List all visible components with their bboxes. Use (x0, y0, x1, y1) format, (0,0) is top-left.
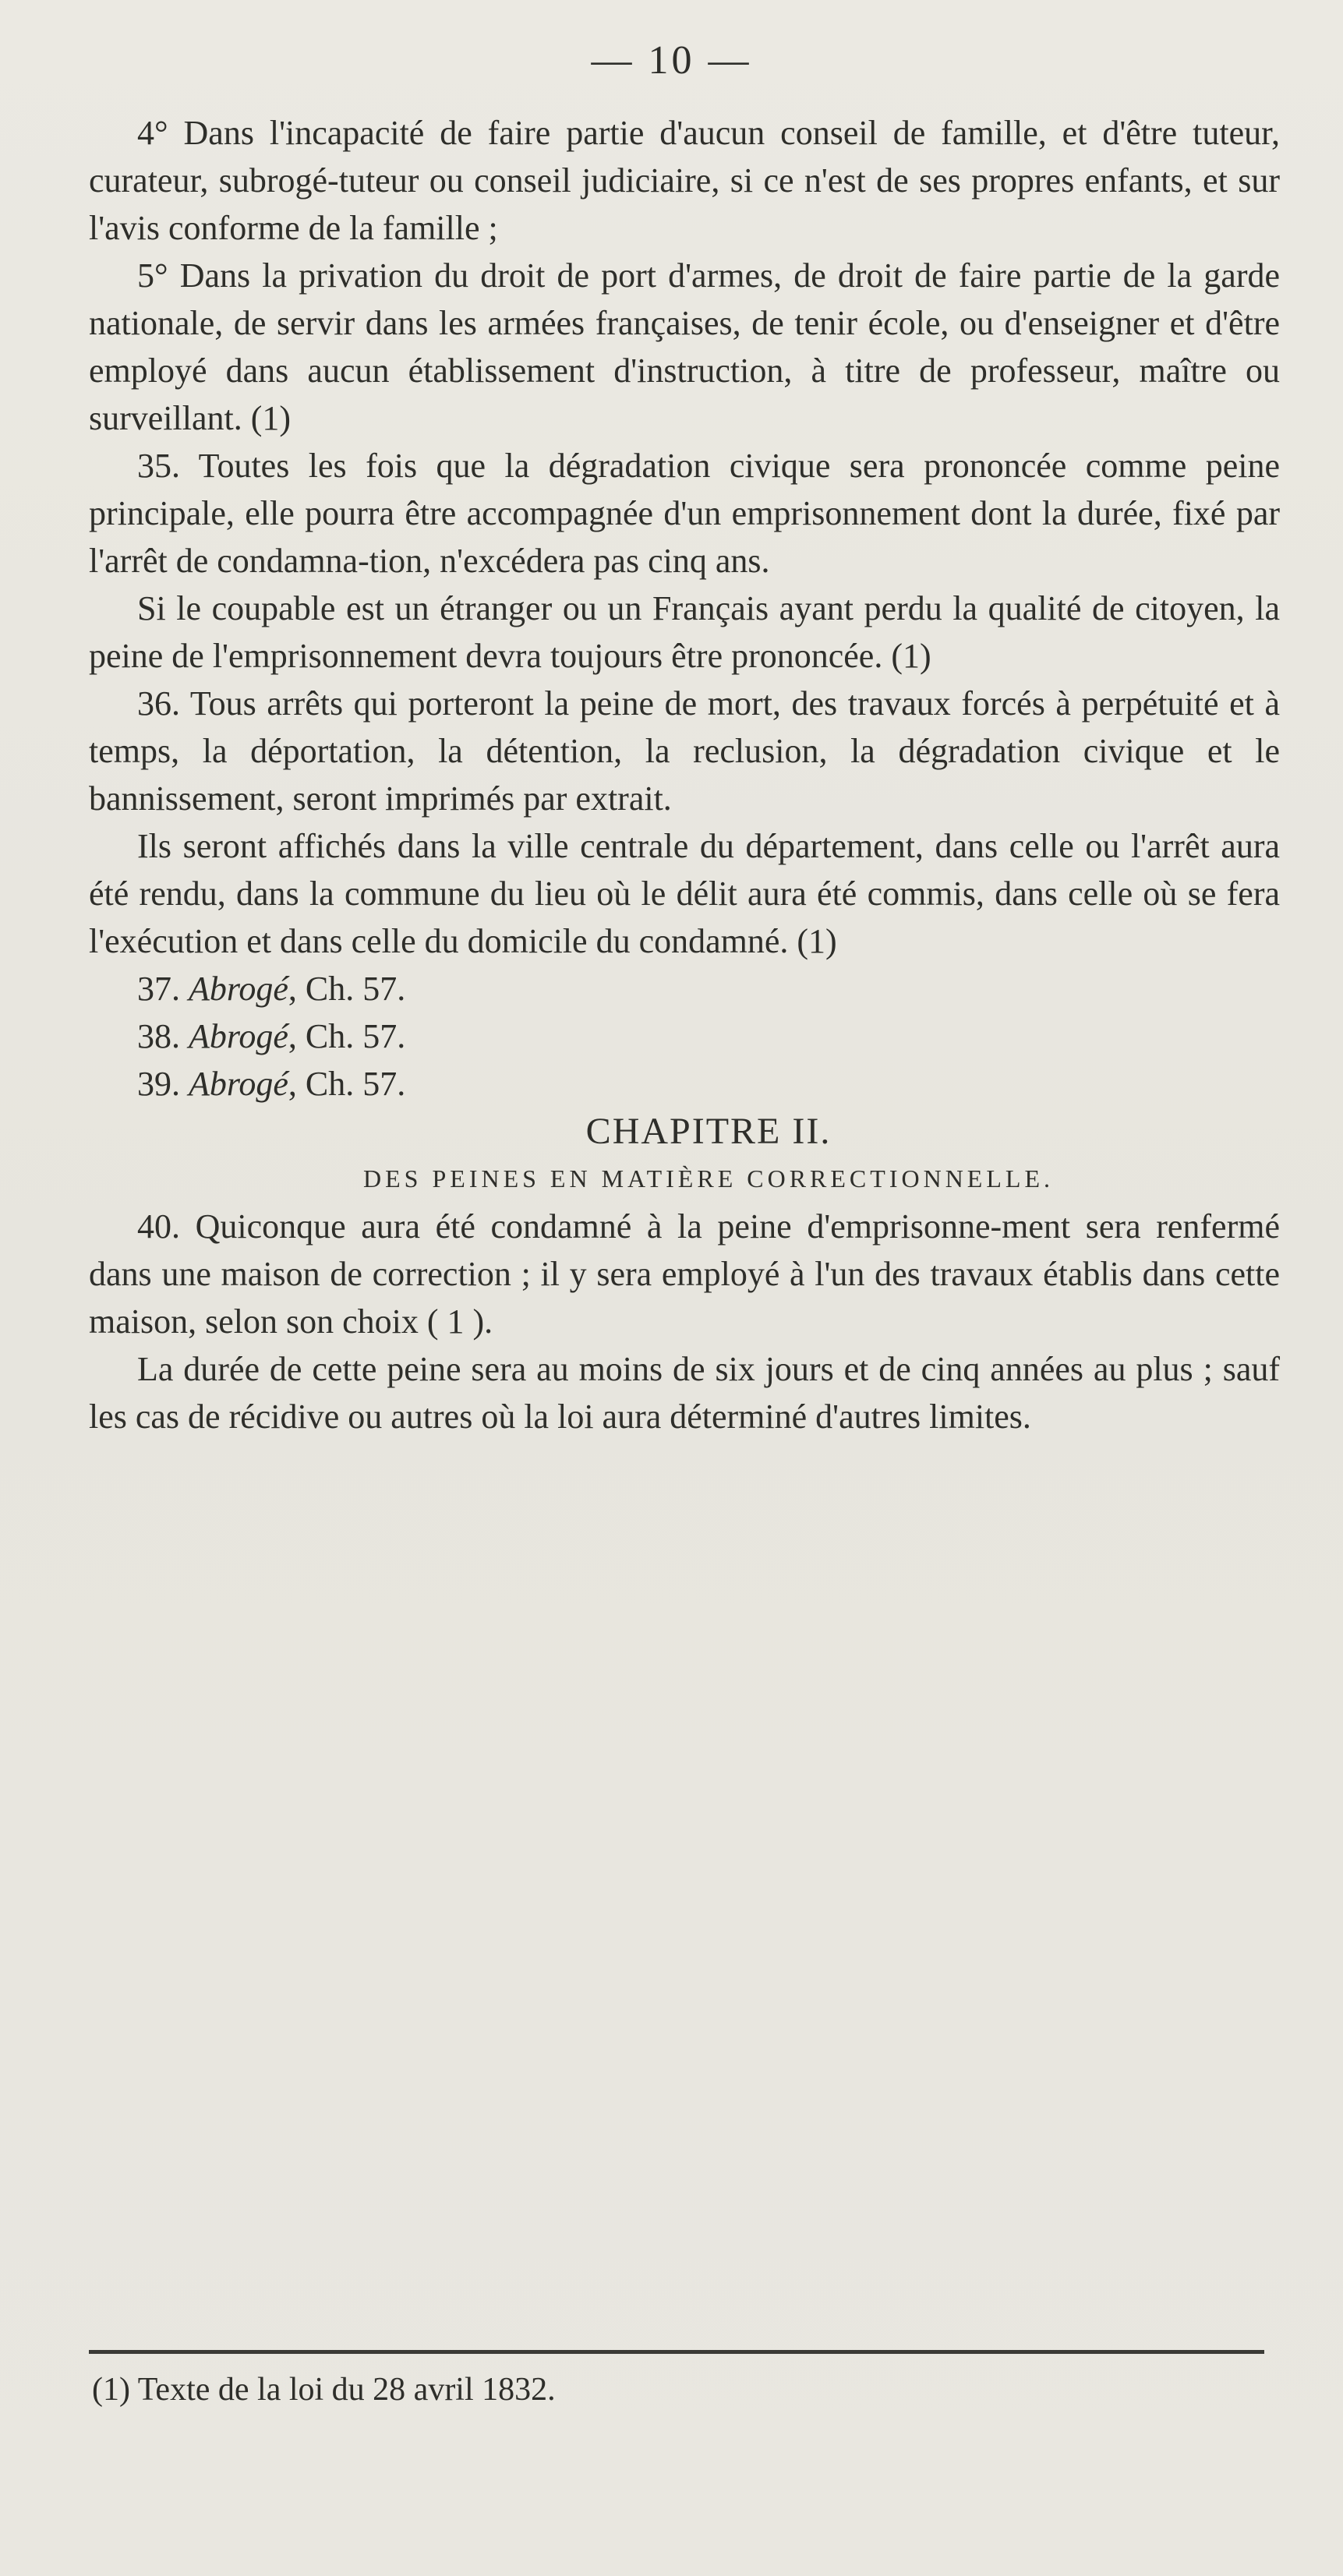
article-40: 40. Quiconque aura été condamné à la peine d'emprisonne-ment sera renfermé dans une maison de correction ; il y sera employé à l'un des travaux établis dans cette maison, selon son choix ( 1 ). (89, 1207, 1280, 1341)
article-number: 39. (137, 1065, 180, 1103)
abroge-word: Abrogé (189, 1017, 288, 1055)
article-36: 36. Tous arrêts qui porteront la peine de mort, des travaux forcés à perpétuité et à temps, la déportation, la détention, la reclusion, la dégradation civique et le bannissement, seront imprimés par extrait. (89, 684, 1280, 818)
article-39 (89, 1060, 1280, 1108)
abroge-ref: , Ch. 57. (288, 1065, 406, 1103)
paragraph-5: 5° Dans la privation du droit de port d'armes, de droit de faire partie de la garde nationale, de servir dans les armées françaises, de tenir école, ou d'enseigner et d'être employé dans aucun établissement d'instruction, à titre de professeur, maître ou surveillant. (1) (89, 256, 1280, 437)
page-number-header: — 10 — (591, 38, 752, 83)
abroge-word: Abrogé (189, 1065, 288, 1103)
article-40-cont: La durée de cette peine sera au moins de six jours et de cinq années au plus ; sauf les cas de récidive ou autres où la loi aura déterminé d'autres limites. (89, 1350, 1280, 1436)
footnote-divider (89, 2350, 1264, 2354)
abroge-ref: , Ch. 57. (288, 970, 406, 1008)
article-38 (89, 1012, 1280, 1060)
article-35-cont: Si le coupable est un étranger ou un Français ayant perdu la qualité de citoyen, la peine de l'emprisonnement devra toujours être prononcée. (1) (89, 589, 1280, 675)
article-36-cont: Ils seront affichés dans la ville centrale du département, dans celle ou l'arrêt aura été rendu, dans la commune du lieu où le délit aura été commis, dans celle où se fera l'exécution et dans celle du domicile du condamné. (1) (89, 827, 1280, 960)
body-text (89, 109, 1280, 1440)
paragraph-4: 4° Dans l'incapacité de faire partie d'aucun conseil de famille, et d'être tuteur, curateur, subrogé-tuteur ou conseil judiciaire, si ce n'est de ses propres enfants, et sur l'avis conforme de la famille ; (89, 114, 1280, 247)
article-number: 38. (137, 1017, 180, 1055)
footnote: (1) Texte de la loi du 28 avril 1832. (92, 2372, 556, 2408)
abroge-word: Abrogé (189, 970, 288, 1008)
abroge-ref: , Ch. 57. (288, 1017, 406, 1055)
chapter-subtitle: DES PEINES EN MATIÈRE CORRECTIONNELLE. (363, 1164, 1054, 1193)
article-35: 35. Toutes les fois que la dégradation civique sera prononcée comme peine principale, elle pourra être accompagnée d'un emprisonnement dont la durée, fixé par l'arrêt de condamna-tion, n'excédera pas cinq ans. (89, 447, 1280, 580)
article-number: 37. (137, 970, 180, 1008)
article-37 (89, 965, 1280, 1012)
chapter-title: CHAPITRE II. (585, 1111, 832, 1152)
